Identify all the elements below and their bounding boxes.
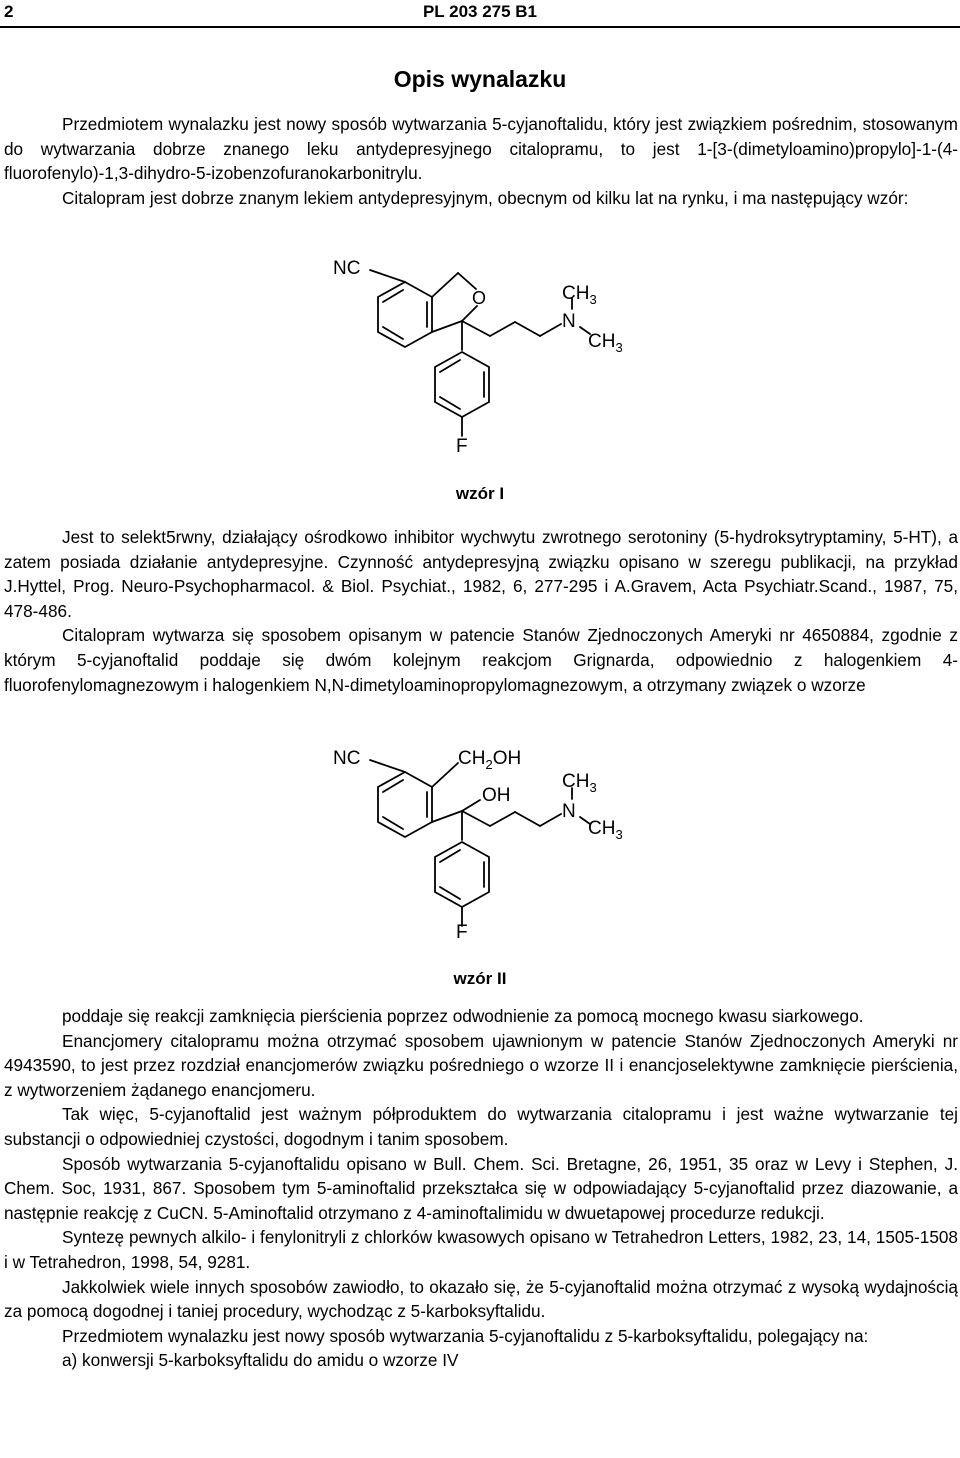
atom-o: O	[472, 288, 487, 308]
formula-1-label: wzór I	[455, 484, 505, 503]
header-rule	[0, 26, 960, 28]
atom-f: F	[456, 436, 468, 457]
atom-ch3-top: $CH_3$	[562, 771, 597, 795]
nitrile-bond	[370, 760, 405, 772]
paragraph-11: Przedmiotem wynalazku jest nowy sposób wytwarzania 5-cyjanoftalidu z 5-karboksyftalidu, polegający na:	[62, 1325, 869, 1346]
paragraph-6: Enancjomery citalopramu można otrzymać sposobem ujawnionym w patencie Stanów Zjednoczonych Ameryki nr 4943590, to jest przez rozdział enancjomerów związku pośredniego o wzorze II i enancjoselektywne zamknięcie pierścienia, z wytworzeniem żądanego enancjomeru.	[4, 1030, 958, 1100]
paragraph-3: Jest to selekt5rwny, działający ośrodkowo inhibitor wychwytu zwrotnego serotoniny (5-hydroksytryptaminy, 5-HT), a zatem posiada działanie antydepresyjne. Czynność antydepresyjną związku opisano w szeregu publikacji, na przykład J.Hyttel, Prog. Neuro-Psychopharmacol. & Biol. Psychiat., 1982, 6, 277-295 i A.Gravem, Acta Psychiatr.Scand., 1987, 75, 478-486.	[4, 527, 958, 621]
atom-ch2oh: $CH_2OH$	[458, 748, 522, 772]
atom-ch3-bottom: $CH_3$	[588, 818, 623, 842]
atom-nc: NC	[333, 748, 361, 769]
fluorophenyl-ring	[435, 352, 489, 417]
page-number: 2	[4, 2, 14, 21]
paragraph-7: Tak więc, 5-cyjanoftalid jest ważnym półproduktem do wytwarzania citalopramu i jest ważne wytwarzanie tej substancji o odpowiedniej czystości, dogodnym i tanim sposobem.	[4, 1104, 958, 1149]
paragraph-10: Jakkolwiek wiele innych sposobów zawiodło, to okazało się, że 5-cyjanoftalid można otrzymać z wysoką wydajnością za pomocą dogodnej i taniej procedury, wychodząc z 5-karboksyftalidu.	[4, 1276, 958, 1322]
paragraph-9: Syntezę pewnych alkilo- i fenylonitryli z chlorków kwasowych opisano w Tetrahedron Letters, 1982, 23, 14, 1505-1508 i w Tetrahedron, 1998, 54, 9281.	[4, 1227, 958, 1272]
nitrile-bond	[370, 270, 405, 282]
text-block-1	[4, 112, 958, 210]
atom-oh: OH	[482, 785, 511, 806]
atom-ch3-top: $CH_3$	[562, 283, 597, 307]
fluorophenyl-ring	[435, 842, 489, 907]
atom-n: N	[562, 311, 576, 332]
text-block-2	[4, 525, 958, 697]
paragraph-5: poddaje się reakcji zamknięcia pierścienia poprzez odwodnienie za pomocą mocnego kwasu siarkowego.	[62, 1006, 864, 1026]
paragraph-2: Citalopram jest dobrze znanym lekiem antydepresyjnym, obecnym od kilku lat na rynku, i ma następujący wzór:	[62, 187, 909, 208]
atom-ch3-bottom: $CH_3$	[588, 331, 623, 355]
patent-id: PL 203 275 B1	[422, 2, 538, 21]
paragraph-12: a) konwersji 5-karboksyftalidu do amidu o wzorze IV	[62, 1350, 459, 1371]
benzo-ring	[378, 772, 432, 837]
atom-f: F	[456, 922, 468, 943]
page-header	[0, 0, 960, 30]
atom-n: N	[562, 801, 576, 822]
atom-nc: NC	[333, 258, 361, 279]
document-title: Opis wynalazku	[393, 66, 567, 92]
paragraph-8: Sposób wytwarzania 5-cyjanoftalidu opisano w Bull. Chem. Sci. Bretagne, 26, 1951, 35 oraz w Levy i Stephen, J. Chem. Soc, 1931, 867. Sposobem tym 5-aminoftalid przekształca się w odpowiadający 5-cyjanoftalid przez diazowanie, a następnie reakcję z CuCN. 5-Aminoftalid otrzymano z 4-aminoftalimidu w dwuetapowej procedurze redukcji.	[4, 1153, 958, 1223]
text-block-3	[4, 1004, 958, 1373]
formula-2-label: wzór II	[453, 969, 507, 988]
paragraph-1: Przedmiotem wynalazku jest nowy sposób wytwarzania 5-cyjanoftalidu, który jest związkiem pośrednim, stosowanym do wytwarzania dobrze znanego leku antydepresyjnego citalopramu, to jest 1-[3-(dimetyloamino)propylo]-1-(4-fluorofenylo)-1,3-dihydro-5-izobenzofuranokarbonitrylu.	[4, 114, 958, 184]
paragraph-4: Citalopram wytwarza się sposobem opisanym w patencie Stanów Zjednoczonych Ameryki nr 4650884, zgodnie z którym 5-cyjanoftalid poddaje się dwóm kolejnym reakcjom Grignarda, odpowiednio z halogenkiem 4-fluorofenylomagnezowym i halogenkiem N,N-dimetyloaminopropylomagnezowym, a otrzymany związek o wzorze	[4, 625, 958, 695]
formula-2-structure	[0, 730, 960, 970]
formula-1-structure	[0, 240, 960, 480]
benzo-ring	[378, 282, 432, 347]
